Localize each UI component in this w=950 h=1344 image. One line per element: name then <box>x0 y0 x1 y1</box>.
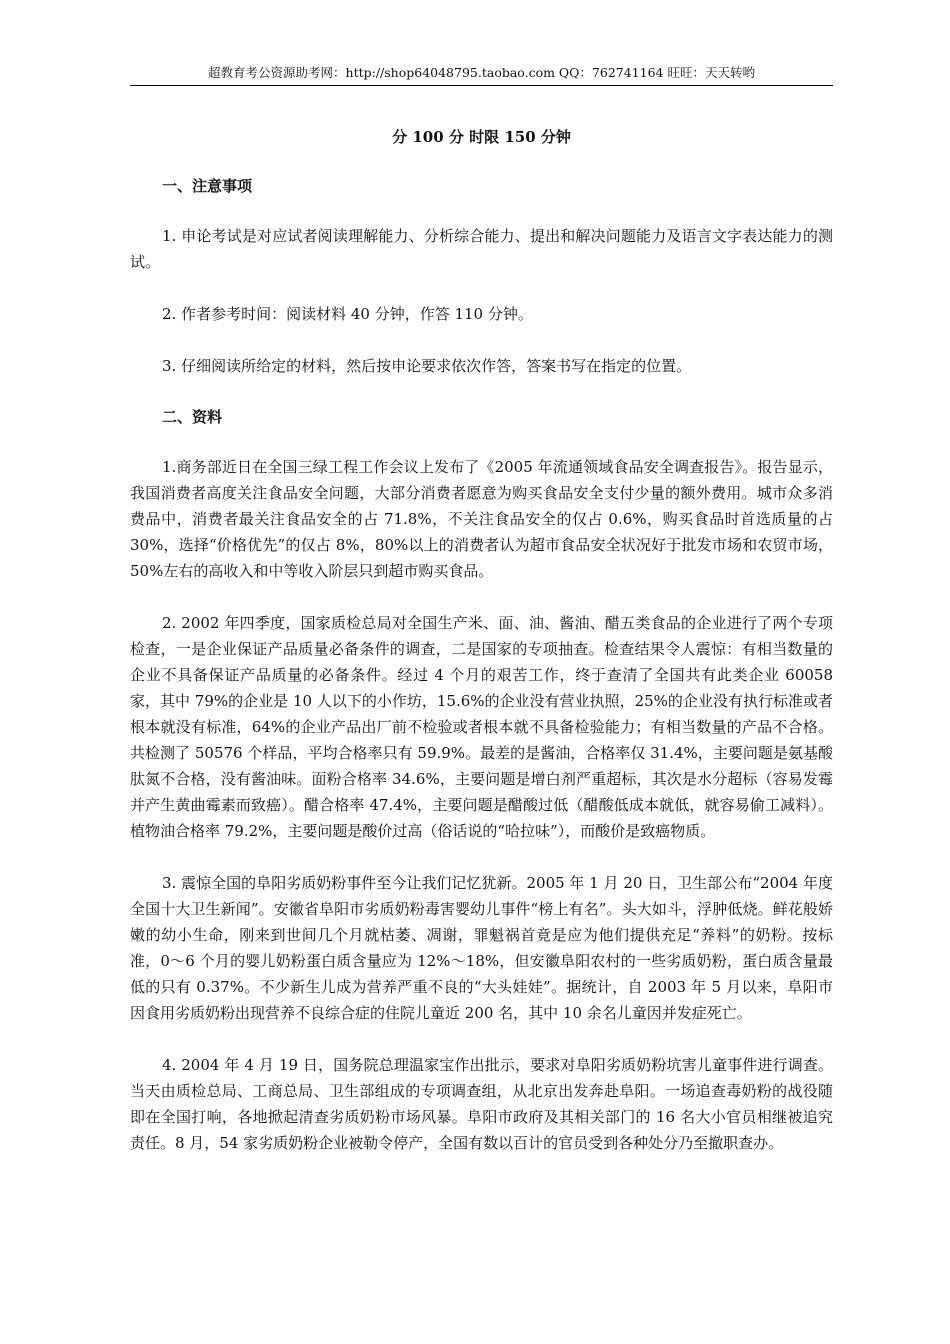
section-heading-notes: 一、注意事项 <box>162 177 253 195</box>
notes-paragraph-3: 3. 仔细阅读所给定的材料，然后按申论要求依次作答，答案书写在指定的位置。 <box>162 357 692 375</box>
notes-paragraph-2: 2. 作者参考时间：阅读材料 40 分钟，作答 110 分钟。 <box>162 305 533 323</box>
section-heading-materials: 二、资料 <box>162 408 223 426</box>
material-paragraph-3: 3. 震惊全国的阜阳劣质奶粉事件至今让我们记忆犹新。2005 年 1 月 20 日，卫生部公布“2004 年度全国十大卫生新闻”。安徽省阜阳市劣质奶粉毒害婴幼儿事件“榜上有名”。头大如斗，浮肿低烧。鲜花般娇嫩的幼小生命，刚来到世间几个月就枯萎、凋谢，罪魁祸首竟是应为他们提供充足“养料”的奶粉。按标准，0～6 个月的婴儿奶粉蛋白质含量应为 12%～18%，但安徽阜阳农村的一些劣质奶粉，蛋白质含量最低的只有 0.37%。不少新生儿成为营养严重不良的“大头娃娃”。据统计，自 2003 年 5 月以来，阜阳市因食用劣质奶粉出现营养不良综合症的住院儿童近 200 名，其中 10 余名儿童因并发症死亡。 <box>130 874 833 1022</box>
exam-title: 分 100 分 时限 150 分钟 <box>392 128 571 146</box>
notes-paragraph-1: 1. 申论考试是对应试者阅读理解能力、分析综合能力、提出和解决问题能力及语言文字表达能力的测试。 <box>130 227 833 271</box>
material-paragraph-4: 4. 2004 年 4 月 19 日，国务院总理温家宝作出批示，要求对阜阳劣质奶粉坑害儿童事件进行调查。当天由质检总局、工商总局、卫生部组成的专项调查组，从北京出发奔赴阜阳。一场追查毒奶粉的战役随即在全国打响，各地掀起清查劣质奶粉市场风暴。阜阳市政府及其相关部门的 16 名大小官员相继被追究责任。8 月，54 家劣质奶粉企业被勒令停产，全国有数以百计的官员受到各种处分乃至撤职查办。 <box>130 1056 833 1152</box>
material-paragraph-2: 2. 2002 年四季度，国家质检总局对全国生产米、面、油、酱油、醋五类食品的企业进行了两个专项检查，一是企业保证产品质量必备条件的调查，二是国家的专项抽查。检查结果令人震惊：有相当数量的企业不具备保证产品质量的必备条件。经过 4 个月的艰苦工作，终于查清了全国共有此类企业 60058 家，其中 79%的企业是 10 人以下的小作坊，15.6%的企业没有营业执照，25%的企业没有执行标准或者根本就没有标准，64%的企业产品出厂前不检验或者根本就不具备检验能力；有相当数量的产品不合格。共检测了 50576 个样品，平均合格率只有 59.9%。最差的是酱油，合格率仅 31.4%，主要问题是氨基酸肽氮不合格，没有酱油味。面粉合格率 34.6%，主要问题是增白剂严重超标，其次是水分超标（容易发霉并产生黄曲霉素而致癌）。醋合格率 47.4%，主要问题是醋酸过低（醋酸低成本就低，就容易偷工减料）。植物油合格率 79.2%，主要问题是酸价过高（俗话说的“哈拉味”），而酸价是致癌物质。 <box>130 614 833 840</box>
document-page <box>130 0 833 1156</box>
material-paragraph-1: 1.商务部近日在全国三绿工程工作会议上发布了《2005 年流通领域食品安全调查报告》。报告显示，我国消费者高度关注食品安全问题，大部分消费者愿意为购买食品安全支付少量的额外费用。城市众多消费品中，消费者最关注食品安全的占 71.8%，不关注食品安全的仅占 0.6%，购买食品时首选质量的占 30%，选择“价格优先”的仅占 8%，80%以上的消费者认为超市食品安全状况好于批发市场和农贸市场，50%左右的高收入和中等收入阶层只到超市购买食品。 <box>130 458 833 580</box>
page-header: 超教育考公资源助考网：http://shop64048795.taobao.com QQ：762741164 旺旺：天天转哟 <box>130 64 833 86</box>
